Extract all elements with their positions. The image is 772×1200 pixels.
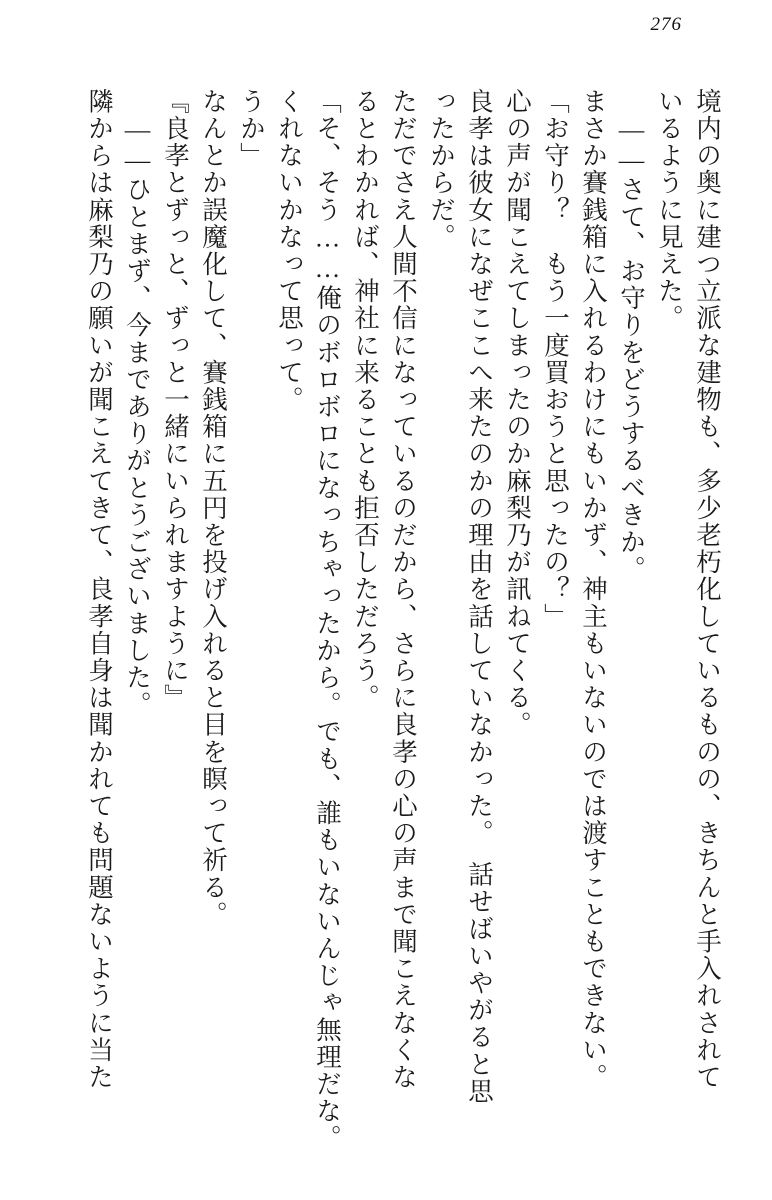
text-line: ただでさえ人間不信になっているのだから、さらに良孝の心の声まで聞こえなくな [389,88,418,1091]
text-line: うか」 [237,88,266,170]
text-line: ——ひとまず、今までありがとうございました。 [123,88,152,719]
page-number: 276 [650,14,682,35]
text-line: なんとか誤魔化して、賽銭箱に五円を投げ入れると目を瞑って祈る。 [199,88,228,929]
text-line: くれないかなって思って。 [275,88,304,414]
text-line: まさか賽銭箱に入れるわけにもいかず、神主もいないのでは渡すこともできない。 [579,88,608,1091]
text-line: いるように見えた。 [655,88,684,332]
text-line: 良孝は彼女になぜここへ来たのかの理由を話していなかった。 話せばいやがると思 [465,88,494,1106]
vertical-text-body [40,88,720,1160]
text-line: 『良孝とずっと、ずっと一緒にいられますように』 [161,88,190,712]
text-line: ——さて、お守りをどうするべきか。 [617,88,646,583]
text-line: ったからだ。 [427,88,456,251]
text-line: 心の声が聞こえてしまったのか麻梨乃が訊ねてくる。 [503,88,532,739]
text-line: るとわかれば、神社に来ることも拒否しただろう。 [351,88,380,712]
text-line: 「そ、そう……俺のボロボロになっちゃったから。でも、誰もいないんじゃ無理だな。 [313,88,342,1152]
text-line: 隣からは麻梨乃の願いが聞こえてきて、良孝自身は聞かれても問題ないように当た [85,88,114,1091]
text-line: 「お守り？ もう一度買おうと思ったの？」 [541,88,570,630]
text-line: 境内の奥に建つ立派な建物も、多少老朽化しているものの、きちんと手入れされて [693,88,722,1091]
